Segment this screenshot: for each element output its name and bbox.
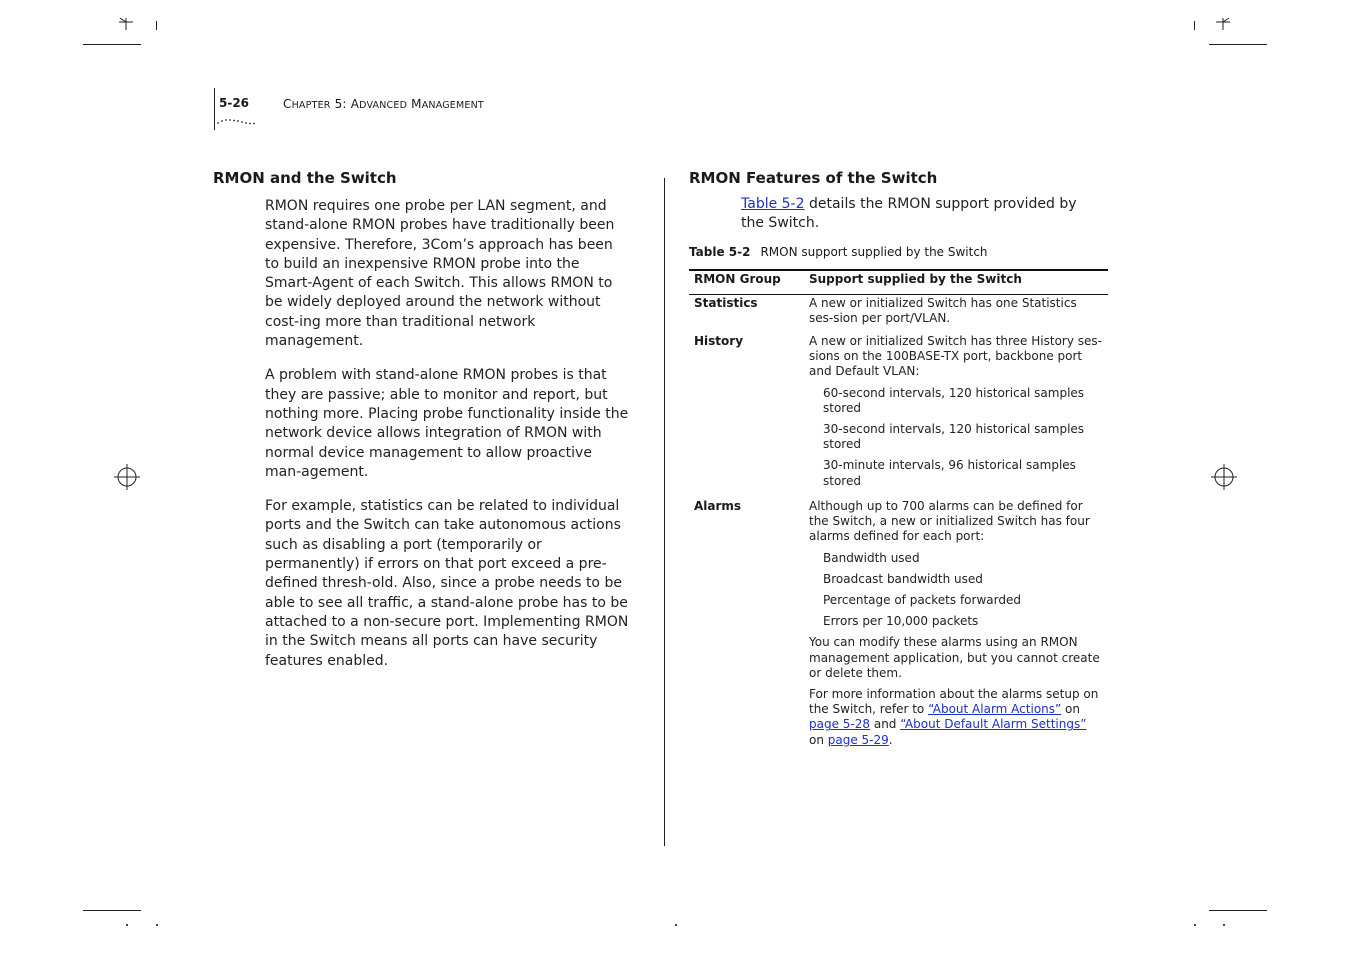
crop-dot	[1223, 924, 1225, 926]
paragraph: A problem with stand-alone RMON probes is that they are passive; able to monitor and report, but nothing more. Placing probe functionality inside the network device allows integration of RMON with normal device management to allow proactive man-agement.	[265, 367, 629, 480]
list-item: Bandwidth used	[823, 550, 920, 565]
page-5-29-link[interactable]: page 5-29	[827, 732, 889, 747]
crop-dot	[675, 924, 677, 926]
table-cell: Although up to 700 alarms can be defined for the Switch, a new or initialized Switch has four alarms defined for each port: Bandwidth used Broadcast bandwidth used Percentage of packets forwarded Errors per 10,000 packets You can modify these alarms using an RMON management application, but you cannot create or delete them. For more information about the alarms setup on the Switch, refer to “About Alarm Actions” on page 5-28 and “About Default Alarm Settings” on page 5-29.	[809, 499, 1104, 754]
list-item: Errors per 10,000 packets	[823, 614, 979, 629]
chapter-title: CHAPTER 5: ADVANCED MANAGEMENT	[283, 97, 484, 111]
table-caption: Table 5-2 RMON support supplied by the Switch	[689, 245, 988, 259]
crop-mark	[1209, 44, 1267, 45]
about-default-alarm-settings-link[interactable]: “About Default Alarm Settings”	[900, 717, 1087, 732]
registration-mark-icon	[1213, 16, 1233, 30]
crop-mark	[1209, 910, 1267, 911]
crop-mark	[156, 21, 157, 30]
table-cell: A new or initialized Switch has three History ses-sions on the 100BASE-TX port, backbone port and Default VLAN: 60-second intervals, 120 historical samples stored 30-second intervals, 120 historical samples stored 30-minute intervals, 96 historical samples stored	[809, 334, 1104, 495]
page-5-28-link[interactable]: page 5-28	[809, 717, 871, 732]
column-header: RMON Group	[694, 272, 781, 286]
crop-mark	[83, 910, 141, 911]
intro-text: Table 5-2 details the RMON support provided by the Switch.	[741, 196, 1077, 232]
left-body	[265, 197, 631, 686]
crop-mark	[83, 44, 141, 45]
crop-dot	[126, 924, 128, 926]
list-item: Percentage of packets forwarded	[823, 593, 1021, 608]
column-divider	[664, 178, 665, 846]
paragraph: For example, statistics can be related to individual ports and the Switch can take autonomous actions such as disabling a port (temporarily or permanently) if errors on that port exceed a pre-defined thresh-old. Also, since a probe needs to be able to see all traffic, a stand-alone probe has to be attached to a non-secure port. Implementing RMON in the Switch means all ports can have security features enabled.	[265, 498, 629, 669]
table-cell: A new or initialized Switch has one Statistics ses-sion per port/VLAN.	[809, 296, 1077, 326]
crop-dot	[156, 924, 158, 926]
section-heading: RMON Features of the Switch	[689, 169, 938, 187]
table-header-rule	[689, 294, 1108, 295]
row-group-label: Alarms	[694, 499, 742, 513]
registration-mark-icon	[116, 16, 136, 30]
dotted-rule-icon	[216, 117, 256, 125]
crosshair-icon	[1211, 464, 1237, 490]
list-item: 60-second intervals, 120 historical samples stored	[823, 385, 1085, 415]
list-item: Broadcast bandwidth used	[823, 571, 983, 586]
cross-reference: For more information about the alarms setup on the Switch, refer to “About Alarm Actions” on page 5-28 and “About Default Alarm Settings” on page 5-29.	[809, 687, 1099, 747]
crop-mark	[1194, 21, 1195, 30]
crosshair-icon	[114, 464, 140, 490]
page-number: 5-26	[219, 96, 250, 110]
page-marker-bar	[214, 88, 215, 130]
row-group-label: Statistics	[694, 296, 758, 310]
column-header: Support supplied by the Switch	[809, 272, 1022, 286]
table-top-rule	[689, 269, 1108, 271]
row-group-label: History	[694, 334, 744, 348]
about-alarm-actions-link[interactable]: “About Alarm Actions”	[928, 702, 1062, 717]
paragraph: RMON requires one probe per LAN segment, and stand-alone RMON probes have traditionally been expensive. Therefore, 3Com’s approach has been to build an inexpensive RMON probe into the Smart-Agent of each Switch. This allows RMON to be widely deployed around the network without cost-ing more than traditional network management.	[265, 198, 615, 350]
list-item: 30-second intervals, 120 historical samples stored	[823, 422, 1085, 452]
section-heading: RMON and the Switch	[213, 169, 397, 187]
list-item: 30-minute intervals, 96 historical samples stored	[823, 458, 1076, 488]
table-link[interactable]: Table 5-2	[741, 196, 805, 212]
crop-dot	[1194, 924, 1196, 926]
